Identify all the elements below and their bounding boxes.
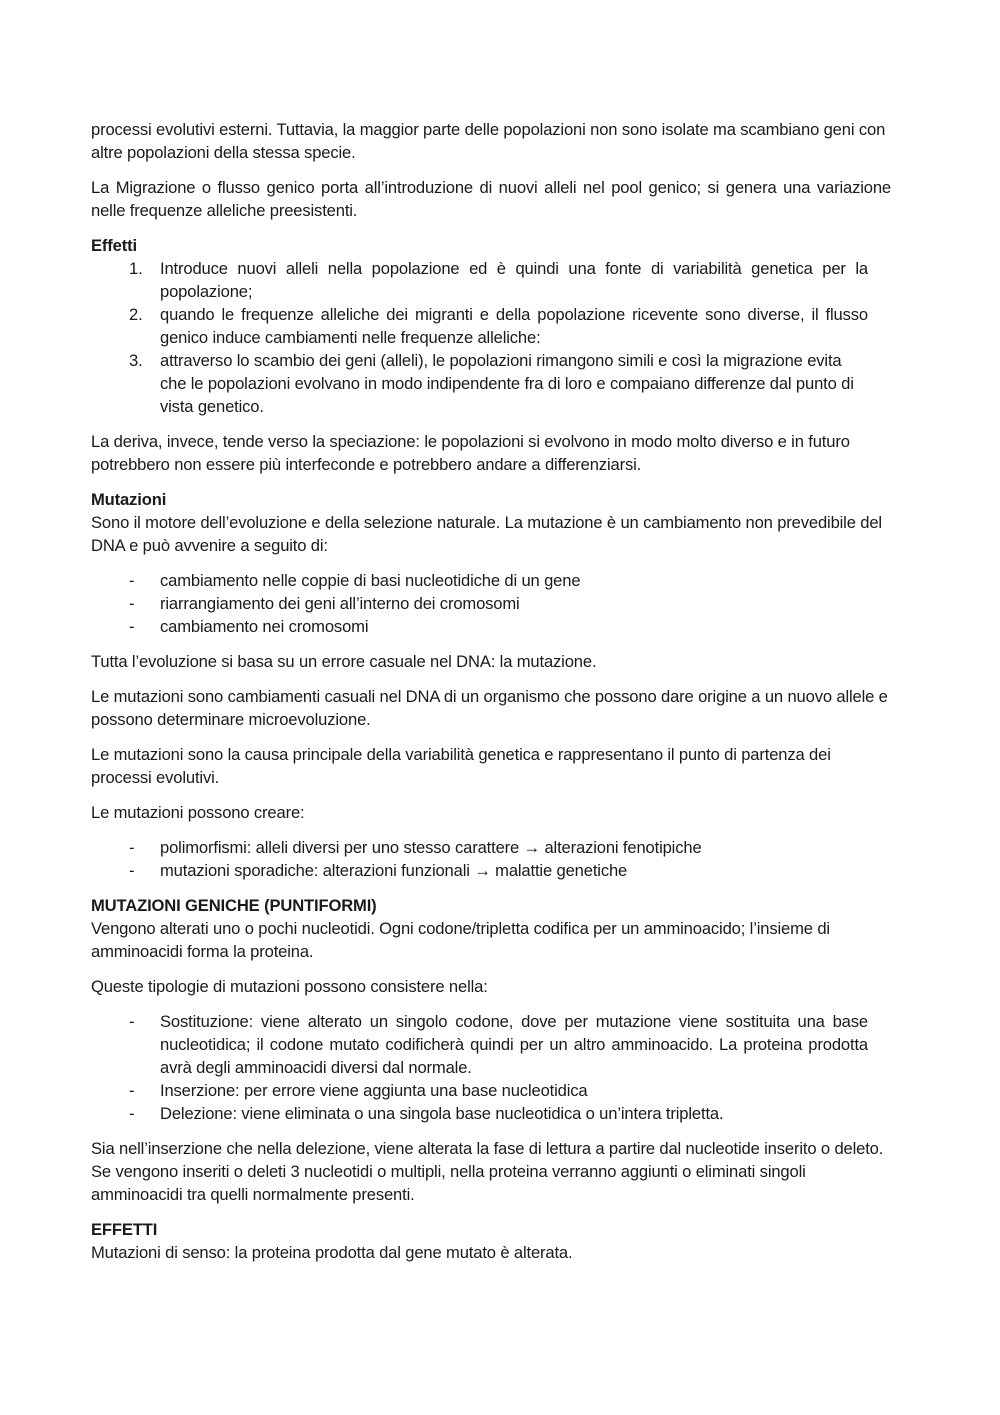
list-item-text: cambiamento nei cromosomi [160, 617, 369, 636]
list-bullet: - [129, 571, 135, 590]
paragraph-evoluzione: Tutta l’evoluzione si basa su un errore casuale nel DNA: la mutazione. [91, 652, 597, 671]
list-item [91, 859, 868, 882]
list-number: 1. [129, 259, 143, 278]
paragraph-nucleotidi: Vengono alterati uno o pochi nucleotidi. Ogni codone/tripletta codifica per un amminoacido; l’insieme di amminoacidi forma la proteina. [91, 919, 830, 961]
list-bullet: - [129, 1081, 135, 1100]
list-item [91, 1079, 868, 1102]
document-page [91, 118, 891, 1276]
list-item-text: riarrangiamento dei geni all’interno dei cromosomi [160, 594, 520, 613]
list-item-text: Introduce nuovi alleli nella popolazione ed è quindi una fonte di variabilità genetica per la popolazione; [160, 259, 868, 301]
effetti-list [91, 257, 891, 418]
paragraph-migrazione: La Migrazione o flusso genico porta all’introduzione di nuovi alleli nel pool genico; si genera una variazione nelle frequenze alleliche preesistenti. [91, 178, 891, 220]
paragraph-cambiamenti: Le mutazioni sono cambiamenti casuali nel DNA di un organismo che possono dare origine a un nuovo allele e possono determinare microevoluzione. [91, 687, 888, 729]
cause-list [91, 569, 891, 638]
heading-mutazioni: Mutazioni [91, 490, 167, 509]
paragraph-intro: processi evolutivi esterni. Tuttavia, la maggior parte delle popolazioni non sono isolate ma scambiano geni con altre popolazioni della stessa specie. [91, 120, 886, 162]
list-bullet: - [129, 861, 135, 880]
list-item-text: quando le frequenze alleliche dei migranti e della popolazione ricevente sono diverse, il flusso genico induce cambiamenti nelle frequenze alleliche: [160, 305, 868, 347]
list-number: 3. [129, 351, 143, 370]
paragraph-mutazioni-intro: Sono il motore dell’evoluzione e della selezione naturale. La mutazione è un cambiamento non prevedibile del DNA e può avvenire a seguito di: [91, 513, 882, 555]
list-item [91, 592, 868, 615]
list-item [91, 257, 868, 303]
list-item-text: polimorfismi: alleli diversi per uno stesso carattere → alterazioni fenotipiche [160, 838, 702, 857]
list-item-text: Delezione: viene eliminata o una singola base nucleotidica o un’intera tripletta. [160, 1104, 724, 1123]
creare-list [91, 836, 891, 882]
list-item [91, 349, 868, 418]
list-bullet: - [129, 1104, 135, 1123]
list-item-text: cambiamento nelle coppie di basi nucleotidiche di un gene [160, 571, 581, 590]
paragraph-inserzione-delezione: Sia nell’inserzione che nella delezione, viene alterata la fase di lettura a partire dal nucleotide inserito o deleto. Se vengono inseriti o deleti 3 nucleotidi o multipli, nella proteina verranno aggiunti o eliminati singoli amminoacidi tra quelli normalmente presenti. [91, 1139, 884, 1204]
list-item [91, 569, 868, 592]
list-item [91, 1102, 868, 1125]
list-item [91, 836, 868, 859]
list-bullet: - [129, 617, 135, 636]
list-bullet: - [129, 594, 135, 613]
list-item-text: mutazioni sporadiche: alterazioni funzionali → malattie genetiche [160, 861, 628, 880]
tipologie-list [91, 1010, 891, 1125]
list-item [91, 615, 868, 638]
list-bullet: - [129, 1012, 135, 1031]
list-item-text: Inserzione: per errore viene aggiunta una base nucleotidica [160, 1081, 588, 1100]
heading-effetti: Effetti [91, 236, 137, 255]
paragraph-variabilita: Le mutazioni sono la causa principale della variabilità genetica e rappresentano il punto di partenza dei processi evolutivi. [91, 745, 831, 787]
list-bullet: - [129, 838, 135, 857]
list-number: 2. [129, 305, 143, 324]
paragraph-tipologie: Queste tipologie di mutazioni possono consistere nella: [91, 977, 488, 996]
paragraph-mutazioni-senso: Mutazioni di senso: la proteina prodotta dal gene mutato è alterata. [91, 1243, 573, 1262]
heading-effetti-2: EFFETTI [91, 1220, 158, 1239]
paragraph-creare: Le mutazioni possono creare: [91, 803, 305, 822]
list-item [91, 303, 868, 349]
list-item [91, 1010, 868, 1079]
list-item-text: Sostituzione: viene alterato un singolo codone, dove per mutazione viene sostituita una base nucleotidica; il codone mutato codificherà quindi per un altro amminoacido. La proteina prodotta avrà degli amminoacidi diversi dal normale. [160, 1012, 868, 1077]
heading-mutazioni-geniche: MUTAZIONI GENICHE (PUNTIFORMI) [91, 896, 377, 915]
list-item-text: attraverso lo scambio dei geni (alleli), le popolazioni rimangono simili e così la migrazione evita che le popolazioni evolvano in modo indipendente fra di loro e compaiano differenze dal punto di vista genetico. [160, 351, 854, 416]
paragraph-deriva: La deriva, invece, tende verso la speciazione: le popolazioni si evolvono in modo molto diverso e in futuro potrebbero non essere più interfeconde e potrebbero andare a differenziarsi. [91, 432, 850, 474]
